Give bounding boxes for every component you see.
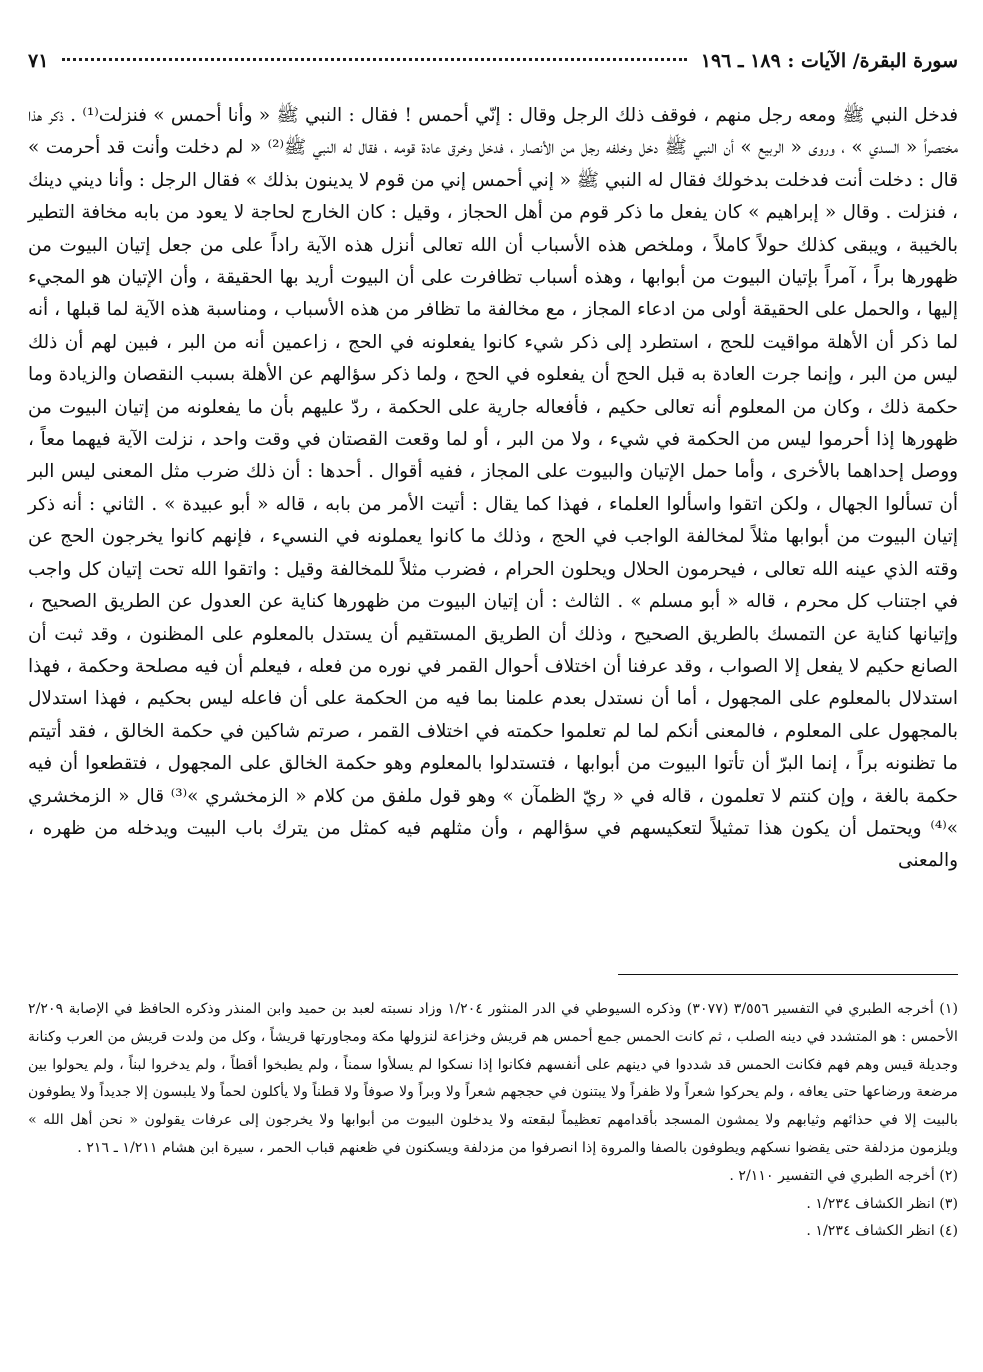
chapter-title: سورة البقرة/ الآيات : ١٨٩ ـ ١٩٦	[700, 50, 958, 72]
footnote-separator	[618, 974, 958, 975]
running-header	[28, 50, 958, 88]
page-number: ٧١	[28, 50, 49, 72]
footnotes	[28, 996, 958, 1246]
footnote-1: (١) أخرجه الطبري في التفسير ٣/٥٥٦ (٣٠٧٧) وذكره السيوطي في الدر المنثور ١/٢٠٤ وزاد نسبته لعبد بن حميد وابن المنذر وذكره الحافظ في الإصابة ٢/٢٠٩ الأحمس : هو المتشدد في دينه الصلب ، ثم كانت الحمس جمع أحمس هم قريش وخزاعة لنزولها مكة ومجاورتها قريشاً ، وكل من ولدت قريش من العرب وكنانة وجديلة قيس وهم فهم فكانت الحمس قد شددوا في دينهم على أنفسهم فكانوا إذا نسكوا لم يسلأوا سمناً ، ولم يطبخوا أقطاً ، ولم يدخروا لبناً ، ولم يحولوا بين مرضعة ورضاعها حتى يعافه ، ولم يحركوا شعراً ولا ظفراً ولا يبتنون في حججهم شعراً ولا وبراً ولا صوفاً ولا قطناً ولا يأكلون لحماً ولا يلبسون إلا جديداً ولا يطوفون بالبيت إلا في حذائهم وثيابهم ولا يمشون المسجد بأقدامهم تعظيماً لبقعته ولا يدخلون البيوت من أبوابها ولا يخرجون إلى عرفات يقولون « نحن أهل الله » ويلزمون مزدلفة حتى يقضوا نسكهم ويطوفون بالصفا والمروة إذا انصرفوا من مزدلفة ويسكنون في ظعنهم قباب الحمر ، سيرة ابن هشام ١/٢١١ ـ ٢١٦ .	[28, 1001, 959, 1156]
book-page	[28, 50, 959, 1240]
main-text	[28, 100, 958, 878]
footnote-4: (٤) انظر الكشاف ١/٢٣٤ .	[806, 1223, 958, 1240]
body-paragraph: فدخل النبي ﷺ ومعه رجل منهم ، فوقف ذلك الرجل وقال : إنّي أحمس ! فقال : النبي ﷺ « وأنا أحمس » فنزلت⁽¹⁾ . ذكر هذا مختصراً « السدي » ، وروى « الربيع » أن النبي ﷺ دخل وخلفه رجل من الأنصار ، فدخل وخرق عادة قومه ، فقال له النبي ﷺ⁽²⁾ « لم دخلت وأنت قد أحرمت » قال : دخلت أنت فدخلت بدخولك فقال له النبي ﷺ « إني أحمس إني من قوم لا يدينون بذلك » فقال الرجل : وأنا ديني دينك ، فنزلت . وقال « إبراهيم » كان يفعل ما ذكر قوم من أهل الحجاز ، وقيل : كان الخارج لحاجة لا يعود من بابه مخافة التطير بالخيبة ، ويبقى كذلك حولاً كاملاً ، وملخص هذه الأسباب أن الله تعالى أنزل هذه الآية راداً على من جعل إتيان البيوت من ظهورها براً ، آمراً بإتيان البيوت من أبوابها ، وهذه أسباب تظافرت على أن البيوت أريد بها الحقيقة ، وأن الإتيان هو المجيء إليها ، والحمل على الحقيقة أولى من ادعاء المجاز ، مع مخالفة ما تظافر من هذه الأسباب ، ومناسبة هذه الآية لما قبلها ، أنه لما ذكر أن الأهلة مواقيت للحج ، استطرد إلى ذكر شيء كانوا يفعلونه في الحج ، زاعمين أنه من البر ، فبين لهم أن ذلك ليس من البر ، وإنما جرت العادة به قبل الحج أن يفعلوه في الحج ، ولما ذكر سؤالهم عن الأهلة بسبب النقصان والزيادة وما حكمة ذلك ، وكان من المعلوم أنه تعالى حكيم ، فأفعاله جارية على الحكمة ، ردّ عليهم بأن ما يفعلونه من إتيان البيوت من ظهورها إذا أحرموا ليس من الحكمة في شيء ، ولا من البر ، أو لما وقعت القصتان في وقت واحد ، نزلت الآية فيهما معاً ، ووصل إحداهما بالأخرى ، وأما حمل الإتيان والبيوت على المجاز ، ففيه أقوال . أحدها : أن ذلك ضرب مثل المعنى ليس البر أن تسألوا الجهال ، ولكن اتقوا واسألوا العلماء ، فهذا كما يقال : أتيت الأمر من بابه ، قاله « أبو عبيدة » . الثاني : أنه ذكر إتيان البيوت من أبوابها مثلاً لمخالفة الواجب في الحج ، وذلك ما كانوا يعملونه في النسيء ، فإنهم كانوا يخرجون الحج عن وقته الذي عينه الله تعالى ، فيحرمون الحلال ويحلون الحرام ، فضرب مثلاً للمخالفة وقيل : واتقوا الله تحت إتيان كل واجب في اجتناب كل محرم ، قاله « أبو مسلم » . الثالث : أن إتيان البيوت من ظهورها كناية عن العدول عن الطريق الصحيح ، وإتيانها كناية عن التمسك بالطريق الصحيح ، وذلك أن الطريق المستقيم أن يستدل بالمعلوم على المظنون ، وقد ثبت أن الصانع حكيم لا يفعل إلا الصواب ، وقد عرفنا أن اختلاف أحوال القمر في نوره من فعله ، فيعلم أن فيه مصلحة وحكمة ، فهذا استدلال بالمعلوم على المجهول ، أما أن نستدل بعدم علمنا بما فيه من الحكمة على أن فاعله ليس بحكيم ، فهذا استدلال بالمجهول على المعلوم ، فالمعنى أنكم لما لم تعلموا حكمته في اختلاف القمر ، صرتم شاكين في حكمة الخالق ، فقد أتيتم ما تظنونه براً ، إنما البرّ أن تأتوا البيوت من أبوابها ، فتستدلوا بالمعلوم وهو حكمة الخالق على المجهول ، فتقطعوا أن فيه حكمة بالغة ، وإن كنتم لا تعلمون ، قاله في « ريّ الظمآن » وهو قول ملفق من كلام « الزمخشري »⁽³⁾ قال « الزمخشري »⁽⁴⁾ ويحتمل أن يكون هذا تمثيلاً لتعكيسهم في سؤالهم ، وأن مثلهم فيه كمثل من يترك باب البيت ويدخله من ظهره ، والمعنى	[28, 105, 959, 872]
footnote-3: (٣) انظر الكشاف ١/٢٣٤ .	[806, 1195, 958, 1212]
dotted-leader	[62, 58, 686, 61]
footnote-2: (٢) أخرجه الطبري في التفسير ٢/١١٠ .	[729, 1167, 958, 1184]
